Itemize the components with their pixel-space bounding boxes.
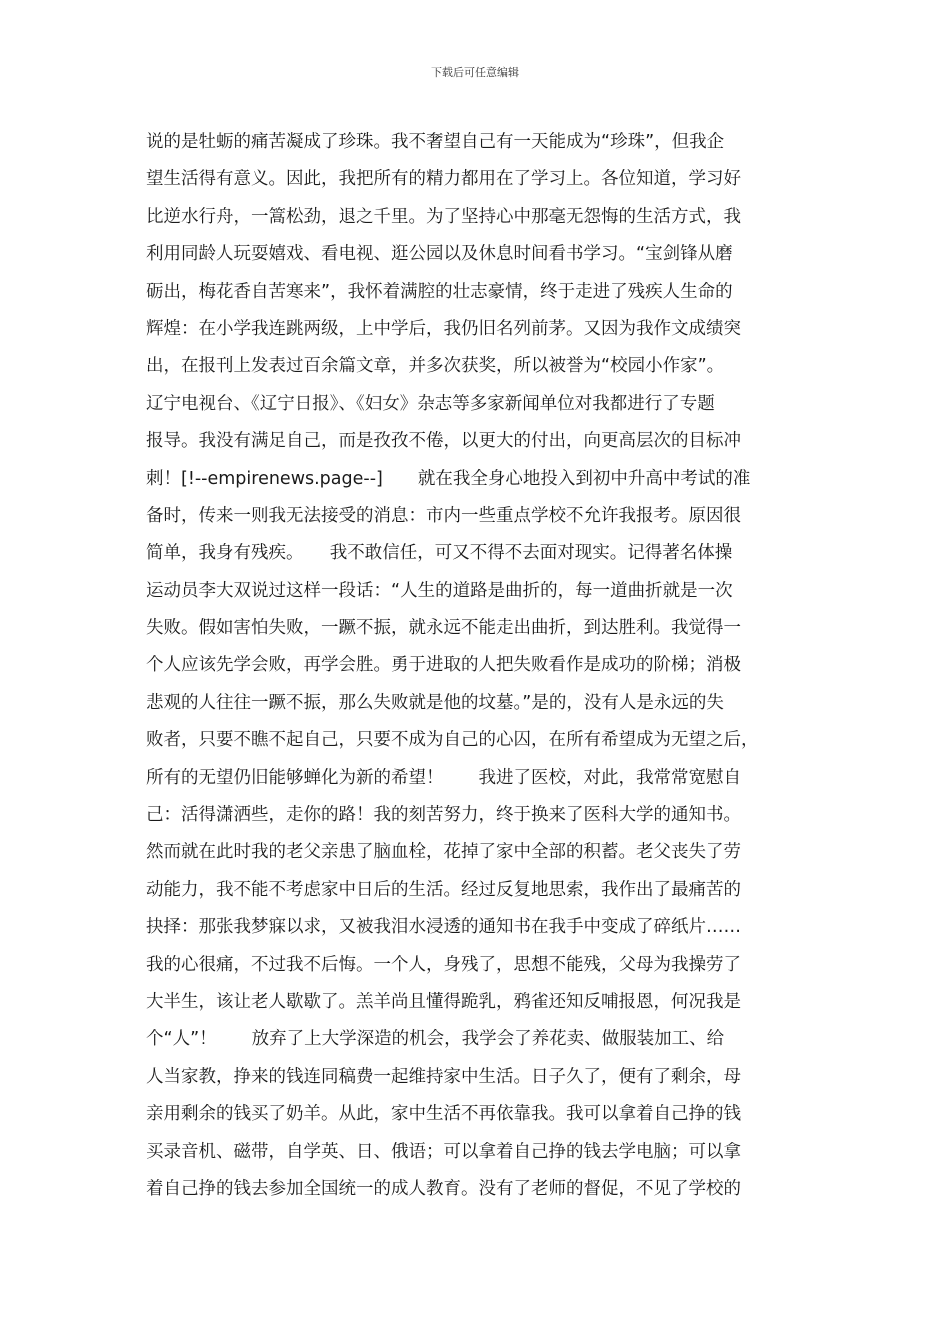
text-line: 己：活得潇洒些，走你的路！我的刻苦努力，终于换来了医科大学的通知书。 — [146, 805, 741, 826]
text-line: 败者，只要不瞧不起自己，只要不成为自己的心囚，在所有希望成为无望之后， — [146, 730, 759, 751]
text-line: 比逆水行舟，一篙松劲，退之千里。为了坚持心中那毫无怨悔的生活方式，我 — [146, 206, 741, 227]
text-line: 买录音机、磁带，自学英、日、俄语；可以拿着自己挣的钱去学电脑；可以拿 — [146, 1141, 741, 1162]
page-header: 下载后可任意编辑 — [431, 66, 519, 79]
text-line: 利用同龄人玩耍嬉戏、看电视、逛公园以及休息时间看书学习。“宝剑锋从磨 — [146, 244, 733, 265]
text-line: 亲用剩余的钱买了奶羊。从此，家中生活不再依靠我。我可以拿着自己挣的钱 — [146, 1104, 741, 1125]
text-line: 简单，我身有残疾。 我不敢信任，可又不得不去面对现实。记得著名体操 — [146, 543, 733, 564]
text-line: 辽宁电视台、《辽宁日报》、《妇女》杂志等多家新闻单位对我都进行了专题 — [146, 393, 715, 414]
body-text — [146, 124, 826, 1208]
text-line: 失败。假如害怕失败，一蹶不振，就永远不能走出曲折，到达胜利。我觉得一 — [146, 618, 741, 639]
text-line: 然而就在此时我的老父亲患了脑血栓，花掉了家中全部的积蓄。老父丧失了劳 — [146, 842, 741, 863]
text-line: 辉煌：在小学我连跳两级，上中学后，我仍旧名列前茅。又因为我作文成绩突 — [146, 318, 741, 339]
text-line: 个“人”！ 放弃了上大学深造的机会，我学会了养花卖、做服装加工、给 — [146, 1029, 725, 1050]
text-line: 运动员李大双说过这样一段话：“人生的道路是曲折的，每一道曲折就是一次 — [146, 580, 733, 601]
text-line: 所有的无望仍旧能够蝉化为新的希望！ 我进了医校，对此，我常常宽慰自 — [146, 767, 741, 788]
text-line: 动能力，我不能不考虑家中日后的生活。经过反复地思索，我作出了最痛苦的 — [146, 879, 741, 900]
text-line: 个人应该先学会败，再学会胜。勇于进取的人把失败看作是成功的阶梯；消极 — [146, 655, 741, 676]
text-line: 抉择：那张我梦寐以求，又被我泪水浸透的通知书在我手中变成了碎纸片…… — [146, 917, 741, 938]
text-line: 报导。我没有满足自己，而是孜孜不倦，以更大的付出，向更高层次的目标冲 — [146, 431, 741, 452]
text-line: 望生活得有意义。因此，我把所有的精力都用在了学习上。各位知道，学习好 — [146, 169, 741, 190]
text-line: 我的心很痛，不过我不后悔。一个人，身残了，思想不能残，父母为我操劳了 — [146, 954, 741, 975]
text-line: 刺！[!--empirenews.page--] 就在我全身心地投入到初中升高中考试的准 — [146, 468, 751, 489]
text-line: 备时，传来一则我无法接受的消息：市内一些重点学校不允许我报考。原因很 — [146, 505, 741, 526]
text-line: 大半生，该让老人歇歇了。羔羊尚且懂得跪乳，鸦雀还知反哺报恩，何况我是 — [146, 991, 741, 1012]
text-line: 悲观的人往往一蹶不振，那么失败就是他的坟墓。”是的，没有人是永远的失 — [146, 692, 724, 713]
text-line: 人当家教，挣来的钱连同稿费一起维持家中生活。日子久了，便有了剩余，母 — [146, 1066, 741, 1087]
text-line: 着自己挣的钱去参加全国统一的成人教育。没有了老师的督促，不见了学校的 — [146, 1178, 741, 1199]
text-line: 出，在报刊上发表过百余篇文章，并多次获奖，所以被誉为“校园小作家”。 — [146, 356, 725, 377]
text-line: 说的是牡蛎的痛苦凝成了珍珠。我不奢望自己有一天能成为“珍珠”，但我企 — [146, 132, 725, 152]
text-line: 砺出，梅花香自苦寒来”，我怀着满腔的壮志豪情，终于走进了残疾人生命的 — [146, 281, 733, 302]
